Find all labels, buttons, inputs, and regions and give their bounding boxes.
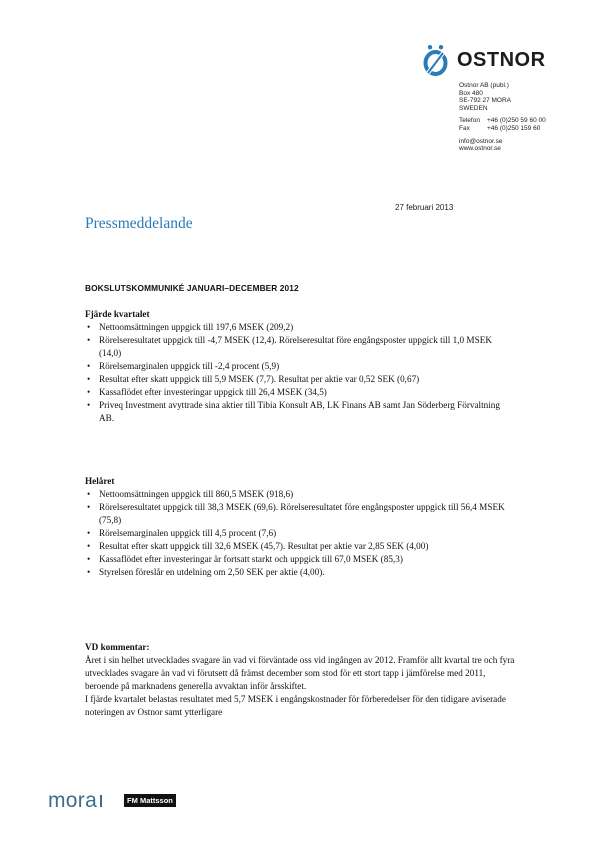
bullet-icon: • [87, 361, 91, 371]
list-item: • Rörelsemarginalen uppgick till 4,5 procent (7,6) [87, 528, 277, 538]
full-year-bullet-list [85, 488, 515, 579]
bullet-icon: • [87, 335, 91, 345]
bullet-icon: • [87, 528, 91, 538]
full-year-heading: Helåret [85, 476, 115, 486]
email-link[interactable]: info@ostnor.se [459, 137, 503, 145]
address-line: Box 480 [459, 89, 483, 97]
bullet-icon: • [87, 374, 91, 384]
full-year-section [85, 475, 515, 579]
list-item: • Resultat efter skatt uppgick till 32,6 MSEK (45,7). Resultat per aktie var 2,85 SEK (4,00) [87, 541, 429, 551]
company-name: OSTNOR [457, 48, 546, 71]
fax-label: Fax [459, 124, 470, 132]
list-item: • Rörelsemarginalen uppgick till -2,4 procent (5,9) [87, 361, 280, 371]
list-item: • Kassaflödet efter investeringar är fortsatt starkt och uppgick till 67,0 MSEK (85,3) [87, 554, 403, 564]
bullet-icon: • [87, 387, 91, 397]
company-address [459, 82, 589, 153]
mora-logo-mark-icon [100, 795, 102, 807]
address-line: Ostnor AB (publ.) [459, 82, 509, 89]
phone-number: +46 (0)250 59 60 00 [487, 117, 546, 125]
q4-heading: Fjärde kvartalet [85, 309, 150, 319]
ceo-comment-heading: VD kommentar: [85, 642, 150, 652]
list-item: • Resultat efter skatt uppgick till 5,9 MSEK (7,7). Resultat per aktie var 0,52 SEK (0,67) [87, 374, 420, 384]
ceo-paragraph: I fjärde kvartalet belastas resultatet med 5,7 MSEK i engångskostnader för förberedelser för den tidigare aviserade noteringen av Ostnor samt ytterligare [85, 694, 506, 717]
bullet-icon: • [87, 567, 91, 577]
bullet-icon: • [87, 554, 91, 564]
q4-section [85, 308, 515, 425]
brand-footer [48, 790, 176, 811]
document-type: Pressmeddelande [85, 215, 193, 232]
bullet-icon: • [87, 502, 91, 512]
fm-mattsson-logo: FM Mattsson [124, 794, 176, 807]
ceo-paragraph: Året i sin helhet utvecklades svagare än vad vi förväntade oss vid ingången av 2012. Framför allt kvartal tre och fyra utvecklades svagare än vad vi förutsett då främst december som stod för ett stort tapp i jämförelse med 2011, beroende på marknadens generella avvaktan inför årsskiftet. [85, 655, 515, 691]
bullet-icon: • [87, 400, 91, 410]
list-item: • Rörelseresultatet uppgick till -4,7 MSEK (12,4). Rörelseresultat före engångsposter uppgick till 1,0 MSEK (14,0) [87, 335, 492, 358]
list-item: • Priveq Investment avyttrade sina aktier till Tibia Konsult AB, LK Finans AB samt Jan Söderberg Förvaltning AB. [87, 400, 500, 423]
bullet-icon: • [87, 489, 91, 499]
headline: BOKSLUTSKOMMUNIKÉ JANUARI–DECEMBER 2012 [85, 283, 299, 293]
list-item: • Nettoomsättningen uppgick till 197,6 MSEK (209,2) [87, 322, 294, 332]
release-date: 27 februari 2013 [395, 203, 454, 212]
bullet-icon: • [87, 322, 91, 332]
phone-label: Telefon [459, 117, 480, 125]
list-item: • Styrelsen föreslår en utdelning om 2,50 SEK per aktie (4,00). [87, 567, 325, 577]
q4-bullet-list [85, 321, 515, 425]
phone-row [459, 117, 589, 125]
fax-row [459, 125, 589, 133]
ostnor-logo [420, 44, 546, 76]
ostnor-o-mark-icon [420, 44, 456, 76]
list-item: • Nettoomsättningen uppgick till 860,5 MSEK (918,6) [87, 489, 294, 499]
fax-number: +46 (0)250 159 60 [487, 124, 541, 132]
website-link[interactable]: www.ostnor.se [459, 145, 501, 153]
list-item: • Kassaflödet efter investeringar uppgick till 26,4 MSEK (34,5) [87, 387, 327, 397]
address-line: SE-792 27 MORA [459, 97, 512, 105]
ceo-comment-section [85, 641, 515, 719]
bullet-icon: • [87, 541, 91, 551]
address-line: SWEDEN [459, 104, 488, 112]
mora-logo: mora [48, 789, 98, 812]
list-item: • Rörelseresultatet uppgick till 38,3 MSEK (69,6). Rörelseresultatet före engångsposter uppgick till 56,4 MSEK (75,8) [87, 502, 505, 525]
